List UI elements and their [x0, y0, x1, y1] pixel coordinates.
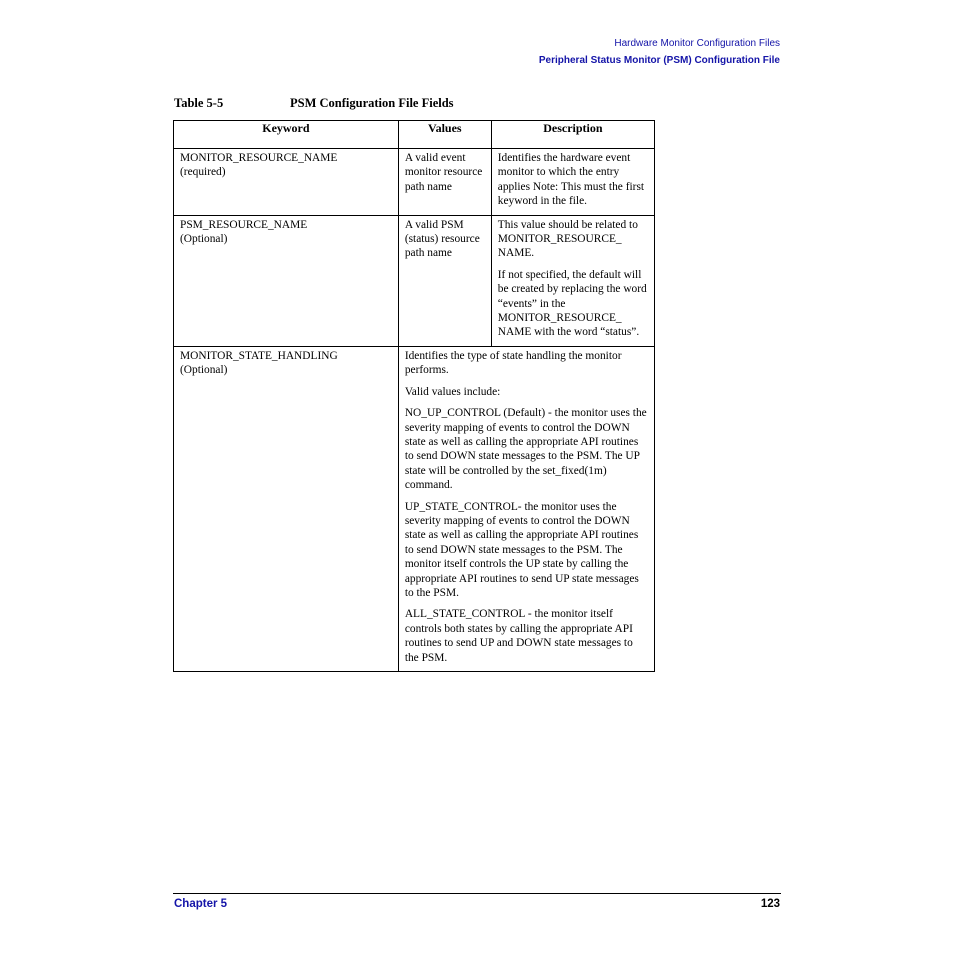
- column-header-keyword: Keyword: [174, 121, 399, 149]
- table-row: [174, 215, 655, 346]
- values-text: A valid PSM (status) resource path name: [404, 218, 480, 260]
- keyword-qualifier: (Optional): [180, 233, 228, 246]
- keyword-cell: [174, 149, 399, 216]
- description-paragraph: Identifies the type of state handling the monitor performs.: [404, 349, 622, 377]
- table-row: [174, 346, 655, 671]
- description-cell: [491, 149, 654, 216]
- values-cell: [398, 149, 491, 216]
- table-row: [174, 149, 655, 216]
- keyword-name: MONITOR_STATE_HANDLING: [180, 349, 338, 362]
- keyword-cell: [174, 346, 399, 671]
- table-number: Table 5-5: [174, 96, 224, 110]
- footer-rule: [173, 893, 781, 894]
- table-header-row: [174, 121, 655, 149]
- description-paragraph: Valid values include:: [404, 385, 501, 398]
- table-caption: [174, 96, 454, 111]
- keyword-cell: [174, 215, 399, 346]
- description-paragraph: UP_STATE_CONTROL- the monitor uses the severity mapping of events to control the DOWN state as well as calling the appropriate API routines to send DOWN state messages to the PSM. The monitor itself controls the UP state by calling the appropriate API routines to send UP state messages to the PSM.: [404, 500, 639, 599]
- page-number: 123: [760, 898, 780, 910]
- description-cell-merged: [398, 346, 654, 671]
- description-paragraph: This value should be related to MONITOR_RESOURCE_ NAME.: [497, 218, 638, 260]
- values-cell: [398, 215, 491, 346]
- running-header-subsection: Peripheral Status Monitor (PSM) Configuration File: [538, 55, 780, 66]
- description-paragraph: ALL_STATE_CONTROL - the monitor itself controls both states by calling the appropriate API routines to send UP and DOWN state messages to the PSM.: [404, 608, 633, 664]
- column-header-values: Values: [398, 121, 491, 149]
- values-text: A valid event monitor resource path name: [404, 152, 483, 193]
- description-paragraph: If not specified, the default will be created by replacing the word “events” in the MONITOR_RESOURCE_ NAME with the word “status”.: [497, 268, 647, 339]
- description-cell: [491, 215, 654, 346]
- keyword-qualifier: (Optional): [180, 364, 228, 377]
- description-paragraph: Identifies the hardware event monitor to which the entry applies Note: This must the first keyword in the file.: [497, 152, 645, 208]
- description-paragraph: NO_UP_CONTROL (Default) - the monitor uses the severity mapping of events to control the DOWN state as well as calling the appropriate API routines to send DOWN state messages to the PSM. The UP state will be controlled by the set_fixed(1m) command.: [404, 407, 647, 492]
- table-title: PSM Configuration File Fields: [290, 96, 454, 110]
- psm-fields-table: [173, 120, 655, 672]
- footer-chapter: Chapter 5: [174, 898, 228, 910]
- keyword-name: PSM_RESOURCE_NAME: [180, 218, 308, 231]
- keyword-qualifier: (required): [180, 166, 226, 179]
- running-header-section: Hardware Monitor Configuration Files: [614, 38, 780, 49]
- keyword-name: MONITOR_RESOURCE_NAME: [180, 152, 338, 164]
- column-header-description: Description: [491, 121, 654, 149]
